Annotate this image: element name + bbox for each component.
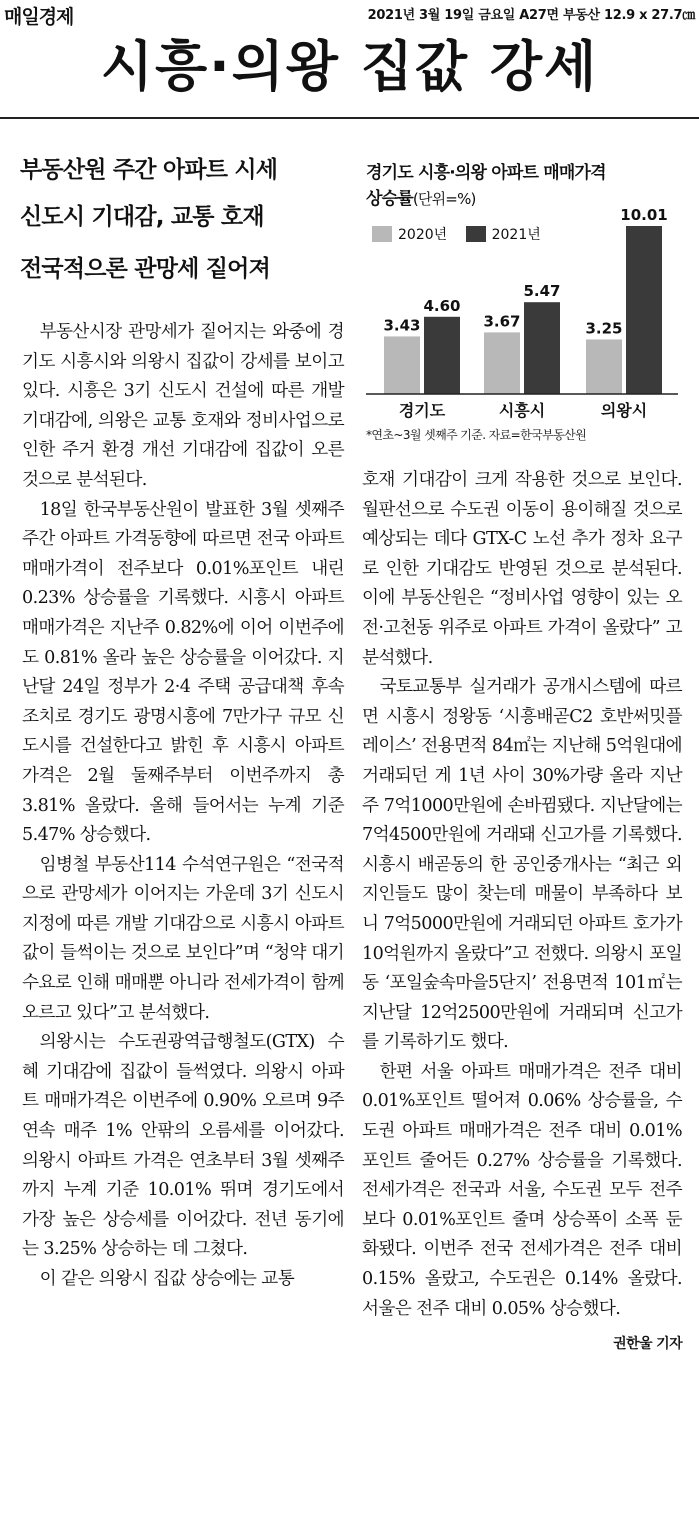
bar-시흥시-2020년 [484, 332, 520, 394]
bar-value-label: 5.47 [523, 282, 561, 301]
category-label: 시흥시 [498, 401, 546, 420]
bar-경기도-2021년 [424, 317, 460, 394]
paragraph: 18일 한국부동산원이 발표한 3월 셋째주 주간 아파트 가격동향에 따르면 전국 아파트 매매가격이 전주보다 0.01%포인트 내린 0.23% 상승률을 기록했다. 시흥시 아파트 매매가격은 지난주 0.82%에 이어 이번주에도 0.81% 올라 높은 상승률을 이어갔다. 지난달 24일 정부가 2·4 주택 공급대책 후속 조치로 경기도 광명시흥에 7만가구 규모 신도시를 건설한다고 밝힌 후 시흥시 아파트 가격은 2월 둘째주부터 이번주까지 총 3.81% 올랐다. 올해 들어서는 누계 기준 5.47% 상승했다. [22, 499, 344, 846]
paragraph: 의왕시는 수도권광역급행철도(GTX) 수혜 기대감에 집값이 들썩였다. 의왕시 아파트 매매가격은 이번주에 0.90% 오르며 9주 연속 매주 1% 안팎의 오름세를 이어갔다. 의왕시 아파트 가격은 연초부터 3월 셋째주까지 누계 기준 10.01% 뛰며 경기도에서 가장 높은 상승세를 이어갔다. 전년 동기에는 3.25% 상승하는 데 그쳤다. [22, 1032, 344, 1260]
bar-value-label: 3.25 [585, 319, 623, 338]
paragraph: 임병철 부동산114 수석연구원은 “전국적으로 관망세가 이어지는 가운데 3기 신도시 지정에 따른 개발 기대감으로 시흥시 아파트값이 들썩이는 것으로 보인다”며 “청약 대기 수요로 인해 매매뿐 아니라 전세가격이 함께 오르고 있다”고 분석했다. [22, 854, 344, 1023]
bar-시흥시-2021년 [524, 302, 560, 394]
chart-title-line1: 경기도 시흥·의왕 아파트 매매가격 [366, 163, 606, 183]
headline: 시흥·의왕 집값 강세 [100, 35, 599, 98]
subheads [20, 152, 340, 292]
chart-title-line2: 상승률 [366, 189, 413, 209]
subhead-2: 신도시 기대감, 교통 호재 [20, 204, 264, 230]
category-label: 경기도 [398, 401, 446, 420]
chart-plot [362, 160, 682, 426]
bar-value-label: 3.67 [483, 312, 521, 331]
bar-value-label: 4.60 [423, 296, 461, 315]
dateline: 2021년 3월 19일 금요일 A27면 부동산 12.9 x 27.7㎝ [367, 8, 695, 23]
article-column-left [22, 318, 344, 1295]
category-label: 의왕시 [600, 401, 648, 420]
top-bar [0, 0, 699, 26]
paragraph: 한편 서울 아파트 매매가격은 전주 대비 0.01%포인트 떨어져 0.06% 상승률을, 수도권 아파트 매매가격은 전주 대비 0.01%포인트 줄어든 0.27% 상승률을 기록했다. 전세가격은 전국과 서울, 수도권 모두 전주보다 0.01%포인트 줄며 상승폭이 소폭 둔화됐다. 이번주 전국 전세가격은 전주 대비 0.15% 올랐고, 수도권은 0.14% 올랐다. 서울은 전주 대비 0.05% 상승했다. [362, 1061, 682, 1319]
bar-의왕시-2021년 [626, 226, 662, 394]
legend-label-2020: 2020년 [398, 227, 448, 243]
chart-unit: (단위=%) [412, 190, 476, 208]
headline-rule [0, 117, 699, 119]
paragraph: 호재 기대감이 크게 작용한 것으로 보인다. 월판선으로 수도권 이동이 용이해질 것으로 예상되는 데다 GTX-C 노선 추가 정차 요구로 인한 기대감도 반영된 것으로 분석된다. 이에 부동산원은 “정비사업 영향이 있는 오전·고천동 위주로 아파트 가격이 올랐다” 고 분석했다. [362, 470, 682, 668]
paragraph: 부동산시장 관망세가 짙어지는 와중에 경기도 시흥시와 의왕시 집값이 강세를 보이고 있다. 시흥은 3기 신도시 건설에 따른 개발 기대감에, 의왕은 교통 호재와 정비사업으로 인한 주거 환경 개선 기대감에 집값이 오른 것으로 분석된다. [22, 322, 344, 490]
legend-label-2021: 2021년 [491, 227, 541, 243]
masthead: 매일경제 [4, 6, 74, 28]
article-column-right [362, 466, 682, 1360]
byline: 권한울 기자 [613, 1336, 682, 1353]
bar-경기도-2020년 [384, 336, 420, 394]
paragraph: 이 같은 의왕시 집값 상승에는 교통 [39, 1269, 295, 1289]
bar-chart [362, 160, 682, 460]
bar-의왕시-2020년 [586, 339, 622, 394]
paragraph: 국토교통부 실거래가 공개시스템에 따르면 시흥시 정왕동 ‘시흥배곧C2 호반써밋플레이스’ 전용면적 84㎡는 지난해 5억원대에 거래되던 게 1년 사이 30%가량 올라 지난주 7억1000만원에 손바뀜됐다. 지난달에는 7억4500만원에 거래돼 신고가를 기록했다. 시흥시 배곧동의 한 공인중개사는 “최근 외지인들도 많이 찾는데 매물이 부족하다 보니 7억5000만원에 거래되던 아파트 호가가 10억원까지 올랐다”고 전했다. 의왕시 포일동 ‘포일숲속마을5단지’ 전용면적 101㎡는 지난달 12억2500만원에 거래되며 신고가를 기록하기도 했다. [362, 677, 682, 1053]
chart-note: *연초~3월 셋째주 기준. 자료=한국부동산원 [366, 428, 587, 442]
subhead-1: 부동산원 주간 아파트 시세 [20, 157, 278, 183]
bar-value-label: 3.43 [383, 316, 421, 335]
subhead-3: 전국적으론 관망세 짙어져 [20, 256, 271, 282]
bar-value-label: 10.01 [620, 206, 668, 224]
